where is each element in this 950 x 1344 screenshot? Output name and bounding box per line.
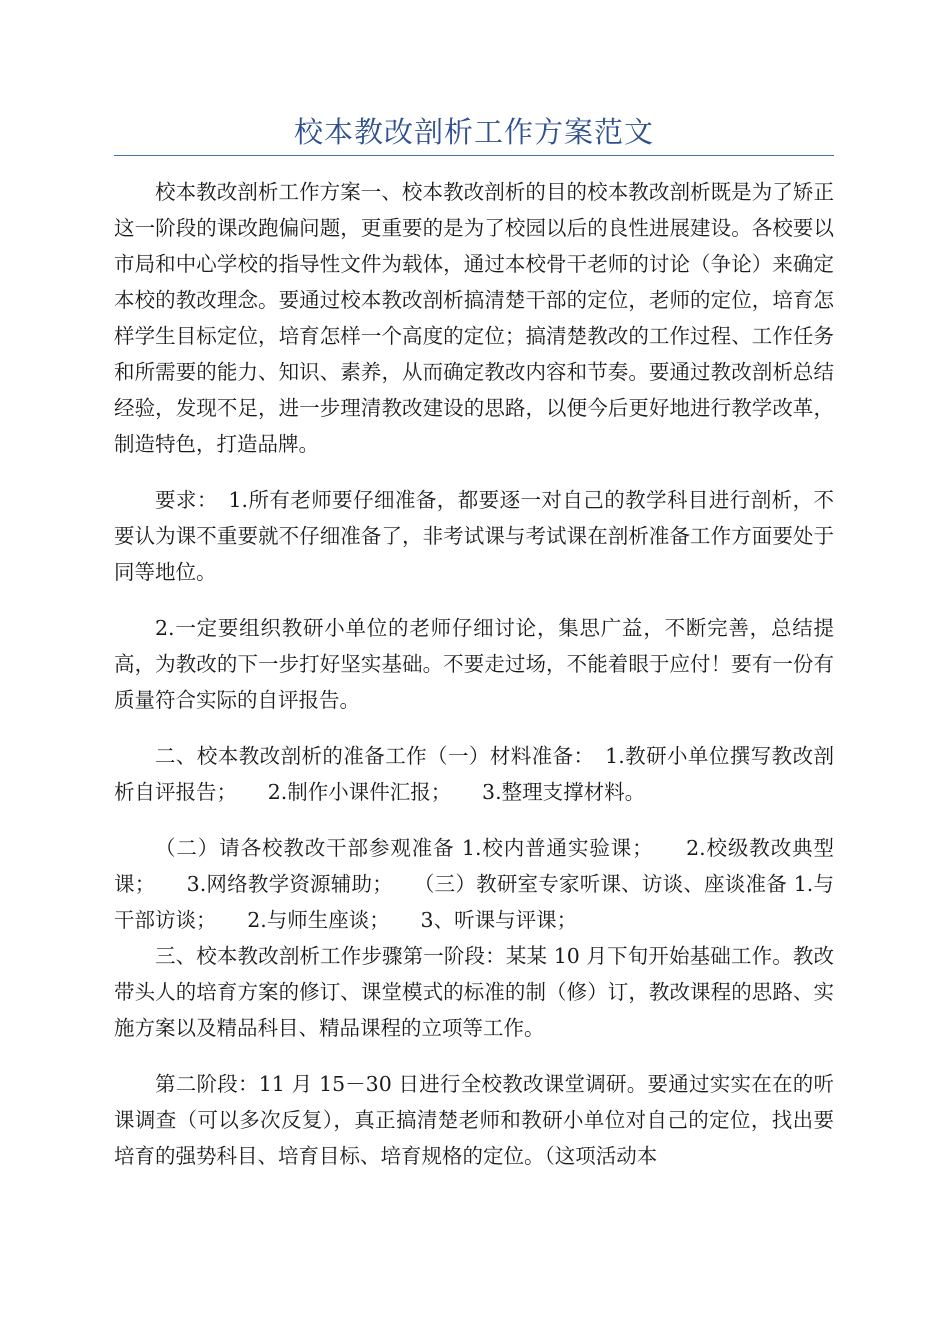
paragraph-requirement-1: 要求： 1.所有老师要仔细准备，都要逐一对自己的教学科目进行剖析，不要认为课不重要就不仔细准备了，非考试课与考试课在剖析准备工作方面要处于同等地位。 — [114, 488, 834, 584]
paragraph-steps-stage-1: 三、校本教改剖析工作步骤第一阶段：某某 10 月下旬开始基础工作。教改带头人的培育方案的修订、课堂模式的标准的制（修）订，教改课程的思路、实施方案以及精品科目、精品课程的立项等工作。 — [114, 944, 834, 1040]
title-underline — [114, 155, 834, 156]
paragraph-purpose: 校本教改剖析工作方案一、校本教改剖析的目的校本教改剖析既是为了矫正这一阶段的课改跑偏问题，更重要的是为了校园以后的良性进展建设。各校要以市局和中心学校的指导性文件为载体，通过本校骨干老师的讨论（争论）来确定本校的教改理念。要通过校本教改剖析搞清楚干部的定位，老师的定位，培育怎样学生目标定位，培育怎样一个高度的定位；搞清楚教改的工作过程、工作任务和所需要的能力、知识、素养，从而确定教改内容和节奏。要通过教改剖析总结经验，发现不足，进一步理清教改建设的思路，以便今后更好地进行教学改革，制造特色，打造品牌。 — [114, 180, 834, 456]
paragraph-requirement-2: 2.一定要组织教研小单位的老师仔细讨论，集思广益，不断完善，总结提高，为教改的下一步打好坚实基础。不要走过场，不能着眼于应付！要有一份有质量符合实际的自评报告。 — [114, 616, 834, 712]
document-body — [114, 174, 834, 1194]
document-title: 校本教改剖析工作方案范文 — [293, 115, 654, 149]
paragraph-steps-stage-2: 第二阶段：11 月 15－30 日进行全校教改课堂调研。要通过实实在在的听课调查（可以多次反复），真正搞清楚老师和教研小单位对自己的定位，找出要培育的强势科目、培育目标、培育规格的定位。（这项活动本 — [114, 1072, 834, 1168]
paragraph-visit-preparation: （二）请各校教改干部参观准备 1.校内普通实验课； 2.校级教改典型课； 3.网络教学资源辅助； （三）教研室专家听课、访谈、座谈准备 1.与干部访谈； 2.与师生座谈； 3、听课与评课； — [114, 836, 834, 932]
paragraph-preparation: 二、校本教改剖析的准备工作（一）材料准备： 1.教研小单位撰写教改剖析自评报告； 2.制作小课件汇报； 3.整理支撑材料。 — [114, 744, 834, 804]
